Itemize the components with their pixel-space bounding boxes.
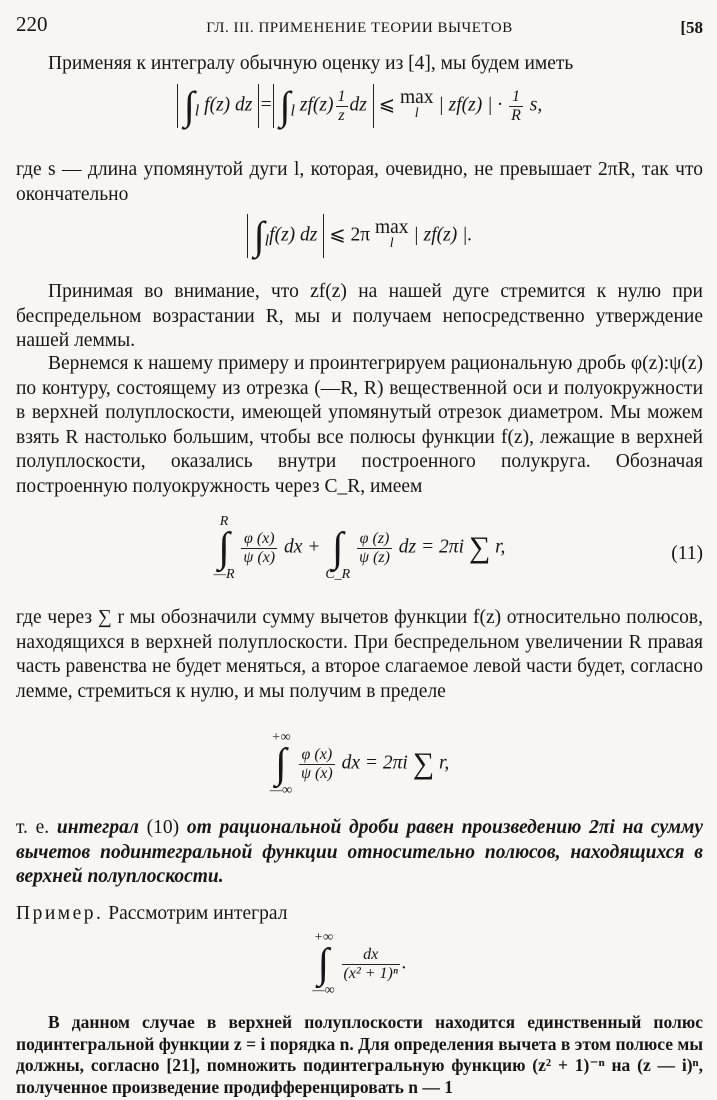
formula-estimate: $\int_l$ f(z) dz = $\int_l$ zf(z) $\frac{1}{z}$ dz ⩽ max l | zf(z) | · $\frac{1}{R}$ s, bbox=[16, 84, 703, 128]
chapter-title: ГЛ. III. ПРИМЕНЕНИЕ ТЕОРИИ ВЫЧЕТОВ bbox=[206, 20, 513, 36]
paragraph-7: Пример. Рассмотрим интеграл bbox=[16, 903, 288, 924]
paragraph-theorem bbox=[16, 816, 703, 890]
paragraph-2: где s — длина упомянутой дуги l, которая, очевидно, не превышает 2πR, так что окончательно bbox=[16, 159, 703, 205]
formula-limit: +∞ ∫ —∞ $\frac{\varphi (x)}{\psi (x)}$ dx = 2πi ∑ r, bbox=[269, 730, 450, 798]
paragraph-contour bbox=[16, 352, 703, 499]
equation-number: (11) bbox=[671, 543, 703, 564]
paragraph-6: т. е. интеграл (10) от рациональной дроби равен произведению 2πi на сумму вычетов подинтегральной функции относительно полюсов, находящихся в верхней полуплоскости. bbox=[16, 817, 703, 887]
paragraph-1: Применяя к интегралу обычную оценку из [4], мы будем иметь bbox=[48, 53, 574, 74]
paragraph-5: где через ∑ r мы обозначили сумму вычетов функции f(z) относительно полюсов, находящихся в верхней полуплоскости. При беспредельном увеличении R правая часть равенства не будет меняться, а второе слагаемое левой части будет, согласно лемме, стремиться к нулю, и мы получим в пределе bbox=[16, 607, 703, 702]
paragraph-estimate-intro bbox=[16, 52, 703, 77]
paragraph-example bbox=[16, 902, 703, 927]
page-header bbox=[16, 10, 703, 38]
paragraph-3: Принимая во внимание, что zf(z) на нашей дуге стремится к нулю при беспредельном возрастании R, мы и получаем непосредственно утверждение нашей леммы. bbox=[16, 281, 703, 351]
paragraph-8: В данном случае в верхней полуплоскости находится единственный полюс подинтегральной функции z = i порядка n. Для определения вычета в этом полюсе мы должны, согласно [21], помножить подинтегральную функцию (z² + 1)⁻ⁿ на (z — i)ⁿ, полученное произведение продифференцировать n — 1 bbox=[16, 1012, 703, 1097]
paragraph-4: Вернемся к нашему примеру и проинтегрируем рациональную дробь φ(z):ψ(z) по контуру, состоящему из отрезка (—R, R) вещественной оси и полуокружности в верхней полуплоскости, имеющей упомянутый отрезок диаметром. Мы можем взять R настолько большим, чтобы все полюсы функции f(z), лежащие в верхней полуплоскости, оказались внутри построенного полукруга. Обозначая построенную полуокружность через C_R, имеем bbox=[16, 353, 703, 497]
page-number: 220 bbox=[16, 12, 48, 36]
paragraph-arc-length bbox=[16, 158, 703, 207]
paragraph-lemma-conclusion bbox=[16, 280, 703, 354]
formula-example: +∞ ∫ —∞ $\frac{dx}{\text{(x² + 1)ⁿ}}$ . bbox=[312, 930, 407, 998]
section-number: [58 bbox=[680, 18, 703, 37]
formula-final-estimate: $\int_lf(z)$ dz ⩽ 2π max l | zf(z) |. bbox=[16, 214, 703, 258]
paragraph-residue-sum bbox=[16, 606, 703, 704]
paragraph-example-solution bbox=[16, 1012, 703, 1098]
formula-11: R ∫ —R $\frac{\varphi (x)}{\psi (x)}$ dx + ∫ C_R $\frac{\varphi (z)}{\psi (z)}$ dz = 2πi ∑ r, (11) bbox=[213, 514, 703, 582]
